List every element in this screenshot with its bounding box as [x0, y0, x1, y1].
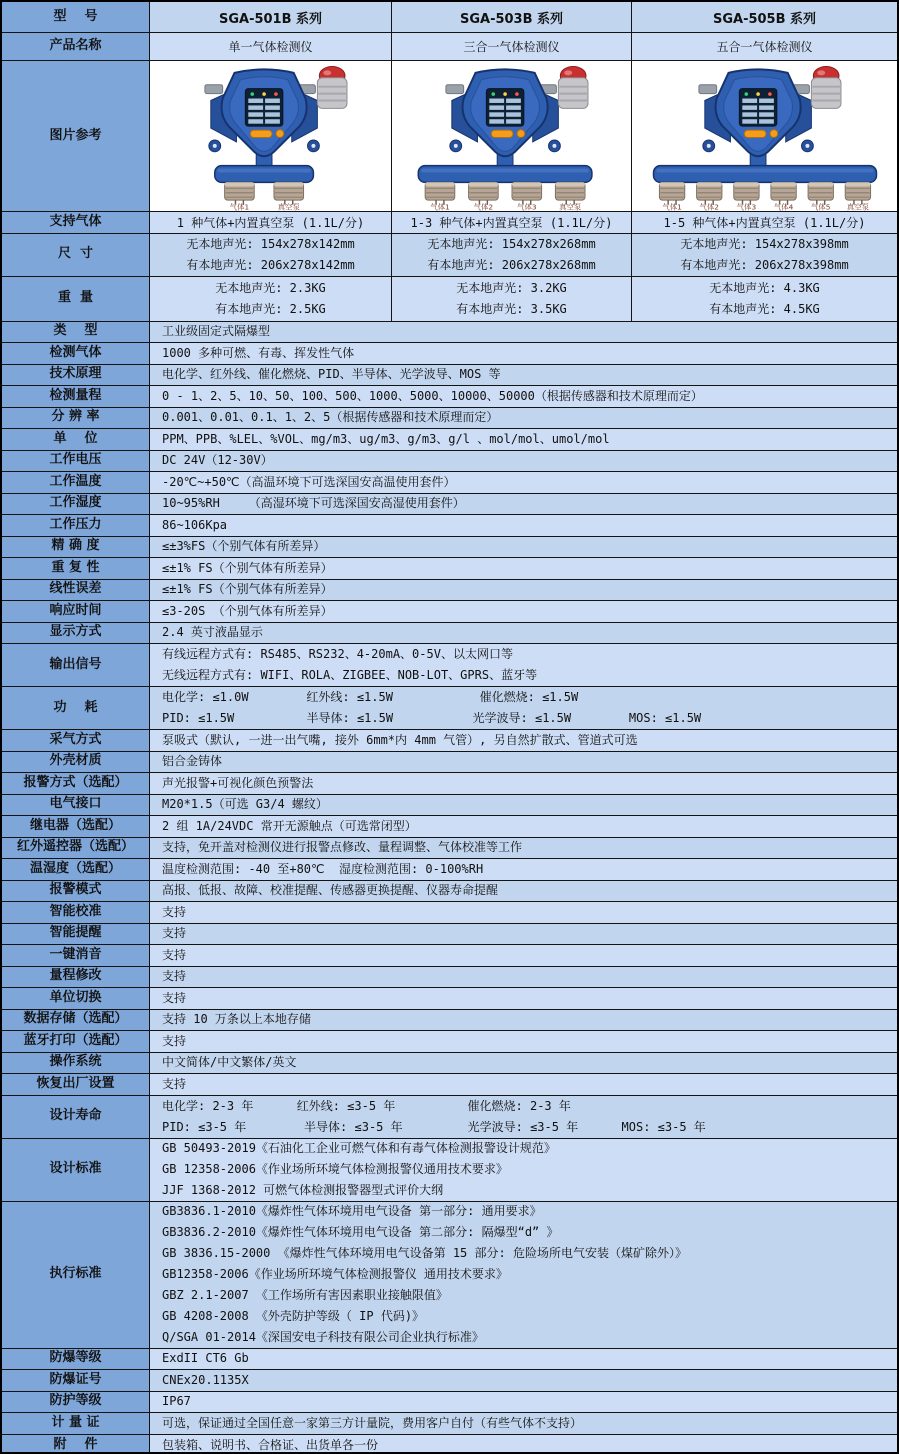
gas-detector-illustration [393, 63, 631, 211]
weight-label: 重 量 [2, 277, 150, 321]
spec-value-line: -20℃~+50℃（高温环境下可选深国安高温使用套件） [162, 474, 456, 489]
cable-gland [445, 85, 463, 94]
spec-row-label: 分 辨 率 [2, 408, 150, 429]
spec-row [2, 752, 897, 774]
supported-gas-cell [150, 212, 392, 233]
spec-value-line: ≤3-20S （个别气体有所差异） [162, 603, 333, 618]
spec-value-line: GBZ 2.1-2007 《工作场所有害因素职业接触限值》 [162, 1288, 448, 1302]
spec-row-label: 防爆证号 [2, 1370, 150, 1391]
alarm-beacon [317, 66, 347, 108]
spec-row-label: 智能提醒 [2, 924, 150, 945]
lcd-screen [739, 89, 776, 126]
spec-row-value [150, 1435, 897, 1454]
spec-value-line: PPM、PPB、%LEL、%VOL、mg/m3、ug/m3、g/m3、g/l 、mol/mol、umol/mol [162, 431, 610, 446]
spec-row-value [150, 795, 897, 816]
spec-row [2, 730, 897, 752]
image-reference-label: 图片参考 [2, 61, 150, 211]
spec-row-label: 采气方式 [2, 730, 150, 751]
spec-row [2, 451, 897, 473]
spec-row [2, 580, 897, 602]
spec-row [2, 494, 897, 516]
button-strip [491, 130, 513, 137]
sensor-label: 气体5 [810, 202, 830, 211]
spec-row-value [150, 945, 897, 966]
spec-value-line: Q/SGA 01-2014《深国安电子科技有限公司企业执行标准》 [162, 1330, 484, 1344]
spec-value-line: 无线远程方式有: WIFI、ROLA、ZIGBEE、NOB-LOT、GPRS、蓝牙等 [162, 668, 538, 682]
spec-row-value [150, 924, 897, 945]
spec-value-line: 工业级固定式隔爆型 [162, 324, 271, 339]
weight-line: 无本地声光: 4.3KG [709, 280, 820, 295]
round-button [769, 130, 777, 138]
spec-row-label: 检测量程 [2, 386, 150, 407]
spec-row-value [150, 687, 897, 729]
supported-gas-value: 1-5 种气体+内置真空泵 (1.1L/分) [663, 215, 866, 230]
spec-row [2, 1392, 897, 1414]
lcd-screen [245, 89, 282, 126]
spec-row-label: 量程修改 [2, 967, 150, 988]
product-name-value: 三合一气体检测仪 [463, 40, 560, 54]
lcd-screen [486, 89, 523, 126]
spec-row [2, 472, 897, 494]
spec-row-label: 红外遥控器（选配） [2, 838, 150, 859]
spec-row-value [150, 838, 897, 859]
spec-row [2, 967, 897, 989]
spec-value-line: 电化学: ≤1.0W 红外线: ≤1.5W 催化燃烧: ≤1.5W [162, 690, 579, 704]
model-name-501b: SGA-501B 系列 [218, 11, 323, 27]
spec-row-value [150, 1392, 897, 1413]
spec-row [2, 988, 897, 1010]
spec-row [2, 902, 897, 924]
spec-row-value [150, 408, 897, 429]
supported-gas-value: 1 种气体+内置真空泵 (1.1L/分) [176, 215, 365, 230]
spec-row-value [150, 558, 897, 579]
spec-row-label: 单位切换 [2, 988, 150, 1009]
dimensions-line: 有本地声光: 206x278x398mm [680, 257, 849, 272]
spec-row-label: 电气接口 [2, 795, 150, 816]
spec-row-value [150, 494, 897, 515]
product-name-row [2, 33, 897, 61]
model-cell-501b [150, 2, 392, 32]
spec-value-line: 高报、低报、故障、校准提醒、传感器更换提醒、仪器寿命提醒 [162, 883, 499, 898]
button-strip [744, 130, 766, 137]
spec-row-value [150, 967, 897, 988]
spec-value-line: 铝合金铸体 [162, 754, 223, 769]
spec-row [2, 515, 897, 537]
dimensions-cell [632, 234, 897, 276]
spec-row [2, 687, 897, 730]
spec-row-value [150, 515, 897, 536]
round-button [516, 130, 524, 138]
spec-row-label: 数据存储（选配） [2, 1010, 150, 1031]
spec-row-value [150, 881, 897, 902]
spec-value-line: 温度检测范围: -40 至+80℃ 湿度检测范围: 0-100%RH [162, 861, 484, 876]
spec-row-value [150, 1370, 897, 1391]
round-button [275, 130, 283, 138]
spec-row-label: 防爆等级 [2, 1349, 150, 1370]
spec-value-line: ≤±1% FS（个别气体有所差异） [162, 582, 333, 597]
spec-row-label: 智能校准 [2, 902, 150, 923]
spec-row-label: 报警方式（选配） [2, 773, 150, 794]
spec-row-value [150, 1010, 897, 1031]
model-name-503b: SGA-503B 系列 [459, 11, 564, 27]
spec-row [2, 816, 897, 838]
gas-detector-illustration [152, 63, 390, 211]
spec-row-value [150, 386, 897, 407]
spec-value-line: GB 3836.15-2000 《爆炸性气体环境用电气设备第 15 部分: 危险场所电气安装（煤矿除外）》 [162, 1246, 687, 1260]
spec-row [2, 644, 897, 687]
device-image-cell-501b [150, 61, 392, 211]
image-reference-row [2, 61, 897, 212]
spec-row [2, 558, 897, 580]
spec-row-label: 防护等级 [2, 1392, 150, 1413]
cable-gland [204, 85, 222, 94]
manifold-bar [418, 166, 592, 183]
spec-value-line: 支持 [162, 1033, 187, 1048]
spec-value-line: GB12358-2006《作业场所环境气体检测报警仪 通用技术要求》 [162, 1267, 508, 1281]
spec-row-label: 继电器（选配） [2, 816, 150, 837]
product-name-cell [392, 33, 632, 60]
supported-gas-cell [392, 212, 632, 233]
spec-value-line: M20*1.5（可选 G3/4 螺纹） [162, 797, 328, 812]
spec-row-value [150, 1413, 897, 1434]
spec-row [2, 1435, 897, 1454]
spec-row-label: 输出信号 [2, 644, 150, 686]
spec-value-line: ≤±1% FS（个别气体有所差异） [162, 560, 333, 575]
spec-value-line: 2 组 1A/24VDC 常开无源触点（可选常闭型） [162, 818, 417, 833]
gas-detector-illustration [646, 63, 884, 211]
spec-value-line: 支持 [162, 969, 187, 984]
spec-value-line: PID: ≤3-5 年 半导体: ≤3-5 年 光学波导: ≤3-5 年 MOS: ≤3-5 年 [162, 1119, 706, 1134]
spec-value-line: 支持，免开盖对检测仪进行报警点修改、量程调整、气体校准等工作 [162, 840, 523, 855]
sensor-label: 气体1 [229, 202, 249, 211]
spec-row [2, 365, 897, 387]
sensor-label: 真空泵 [846, 202, 869, 211]
spec-row-value [150, 1053, 897, 1074]
spec-row [2, 1010, 897, 1032]
spec-row-label: 设计寿命 [2, 1096, 150, 1138]
model-row-label: 型 号 [2, 2, 150, 32]
spec-value-line: CNEx20.1135X [162, 1372, 249, 1387]
device-image-cell-505b [632, 61, 897, 211]
dimensions-line: 无本地声光: 154x278x398mm [680, 236, 849, 251]
spec-value-line: GB 50493-2019《石油化工企业可燃气体和有毒气体检测报警设计规范》 [162, 1141, 556, 1155]
model-cell-505b [632, 2, 897, 32]
supported-gas-row [2, 212, 897, 234]
spec-row-label: 类 型 [2, 322, 150, 343]
spec-row-value [150, 1031, 897, 1052]
spec-row-value [150, 451, 897, 472]
spec-value-line: 支持 [162, 990, 187, 1005]
button-strip [250, 130, 272, 137]
spec-row [2, 429, 897, 451]
spec-row-label: 计 量 证 [2, 1413, 150, 1434]
spec-row-value [150, 1202, 897, 1348]
dimensions-line: 有本地声光: 206x278x142mm [186, 257, 355, 272]
alarm-beacon [558, 66, 588, 108]
supported-gas-cell [632, 212, 897, 233]
spec-row [2, 838, 897, 860]
spec-row-value [150, 472, 897, 493]
spec-value-line: 泵吸式（默认, 一进一出气嘴, 接外 6mm*内 4mm 气管）, 另自然扩散式、管道式可选 [162, 732, 638, 747]
spec-value-line: 可选，保证通过全国任意一家第三方计量院，费用客户自付（有些气体不支持） [162, 1415, 583, 1430]
dimensions-line: 无本地声光: 154x278x268mm [427, 236, 596, 251]
spec-row-label: 重 复 性 [2, 558, 150, 579]
spec-row-label: 单 位 [2, 429, 150, 450]
product-name-label: 产品名称 [2, 33, 150, 60]
alarm-beacon [811, 66, 841, 108]
spec-value-line: GB3836.2-2010《爆炸性气体环境用电气设备 第二部分: 隔爆型“d” 》 [162, 1225, 559, 1239]
spec-row-value [150, 816, 897, 837]
spec-row [2, 1053, 897, 1075]
spec-value-line: GB 4208-2008 《外壳防护等级（ IP 代码)》 [162, 1309, 425, 1323]
spec-row-label: 报警模式 [2, 881, 150, 902]
spec-row-value [150, 1096, 897, 1138]
spec-row [2, 795, 897, 817]
model-name-505b: SGA-505B 系列 [712, 11, 817, 27]
weight-cell [632, 277, 897, 321]
spec-value-line: 10~95%RH （高湿环境下可选深国安高湿使用套件） [162, 496, 465, 511]
spec-row [2, 1139, 897, 1202]
dimensions-label: 尺 寸 [2, 234, 150, 276]
spec-row-value [150, 859, 897, 880]
spec-row-label: 设计标准 [2, 1139, 150, 1201]
weight-cell [150, 277, 392, 321]
spec-row-value [150, 623, 897, 644]
spec-value-line: 支持 [162, 947, 187, 962]
spec-row-label: 显示方式 [2, 623, 150, 644]
supported-gas-label: 支持气体 [2, 212, 150, 233]
spec-value-line: 中文简体/中文繁体/英文 [162, 1055, 297, 1070]
spec-row-value [150, 773, 897, 794]
spec-value-line: ≤±3%FS（个别气体有所差异） [162, 539, 326, 554]
spec-row-label: 工作压力 [2, 515, 150, 536]
spec-row-label: 工作湿度 [2, 494, 150, 515]
spec-row-label: 响应时间 [2, 601, 150, 622]
spec-row-value [150, 730, 897, 751]
sensor-label: 气体2 [699, 202, 719, 211]
spec-row [2, 386, 897, 408]
spec-row [2, 945, 897, 967]
spec-row-value [150, 644, 897, 686]
weight-line: 无本地声光: 3.2KG [456, 280, 567, 295]
spec-row [2, 322, 897, 344]
spec-row [2, 343, 897, 365]
dimensions-cell [392, 234, 632, 276]
model-cell-503b [392, 2, 632, 32]
spec-row [2, 1202, 897, 1349]
spec-row-value [150, 343, 897, 364]
spec-row [2, 537, 897, 559]
spec-row-value [150, 601, 897, 622]
spec-row [2, 623, 897, 645]
spec-row-label: 一键消音 [2, 945, 150, 966]
spec-value-line: 支持 [162, 904, 187, 919]
spec-value-line: IP67 [162, 1394, 191, 1409]
sensor-label: 气体2 [473, 202, 493, 211]
spec-row-label: 工作电压 [2, 451, 150, 472]
spec-row [2, 924, 897, 946]
manifold-bar [653, 166, 876, 183]
spec-value-line: JJF 1368-2012 可燃气体检测报警器型式评价大纲 [162, 1183, 444, 1197]
spec-value-line: 1000 多种可燃、有毒、挥发性气体 [162, 345, 355, 360]
spec-value-line: DC 24V（12-30V） [162, 453, 273, 468]
spec-row-value [150, 1139, 897, 1201]
spec-row-value [150, 580, 897, 601]
spec-row-label: 检测气体 [2, 343, 150, 364]
spec-row-value [150, 537, 897, 558]
spec-row-label: 附 件 [2, 1435, 150, 1454]
spec-row [2, 1413, 897, 1435]
spec-value-line: 电化学: 2-3 年 红外线: ≤3-5 年 催化燃烧: 2-3 年 [162, 1098, 571, 1113]
spec-row-label: 功 耗 [2, 687, 150, 729]
spec-value-line: GB3836.1-2010《爆炸性气体环境用电气设备 第一部分: 通用要求》 [162, 1204, 542, 1218]
weight-line: 有本地声光: 3.5KG [456, 301, 567, 316]
spec-value-line: 86~106Kpa [162, 517, 228, 532]
spec-row-value [150, 1349, 897, 1370]
spec-row-value [150, 902, 897, 923]
weight-line: 有本地声光: 4.5KG [709, 301, 820, 316]
spec-row-value [150, 429, 897, 450]
sensor-label: 气体4 [773, 202, 793, 211]
spec-value-line: 包装箱、说明书、合格证、出货单各一份 [162, 1437, 379, 1452]
spec-row-label: 工作温度 [2, 472, 150, 493]
supported-gas-value: 1-3 种气体+内置真空泵 (1.1L/分) [410, 215, 613, 230]
sensor-label: 气体3 [516, 202, 537, 211]
spec-row [2, 601, 897, 623]
spec-row-value [150, 1074, 897, 1095]
cable-gland [698, 85, 716, 94]
spec-value-line: 0 - 1、2、5、10、50、100、500、1000、5000、10000、50000（根据传感器和技术原理而定） [162, 388, 703, 403]
dimensions-line: 无本地声光: 154x278x142mm [186, 236, 355, 251]
spec-row [2, 859, 897, 881]
dimensions-cell [150, 234, 392, 276]
spec-row [2, 773, 897, 795]
spec-row-value [150, 988, 897, 1009]
spec-value-line: 支持 [162, 1076, 187, 1091]
product-name-value: 单一气体检测仪 [228, 40, 313, 54]
spec-row-label: 恢复出厂设置 [2, 1074, 150, 1095]
product-name-cell [632, 33, 897, 60]
weight-cell [392, 277, 632, 321]
spec-value-line: 支持 [162, 926, 187, 941]
sensor-label: 真空泵 [558, 202, 581, 211]
spec-value-line: 声光报警+可视化颜色预警法 [162, 775, 314, 790]
spec-row [2, 1074, 897, 1096]
spec-row-label: 温湿度（选配） [2, 859, 150, 880]
spec-value-line: 电化学、红外线、催化燃烧、PID、半导体、光学波导、MOS 等 [162, 367, 501, 382]
weight-line: 无本地声光: 2.3KG [215, 280, 326, 295]
spec-value-line: 0.001、0.01、0.1、1、2、5（根据传感器和技术原理而定） [162, 410, 499, 425]
spec-row [2, 1096, 897, 1139]
weight-line: 有本地声光: 2.5KG [215, 301, 326, 316]
spec-row-label: 精 确 度 [2, 537, 150, 558]
spec-row [2, 881, 897, 903]
spec-row [2, 1370, 897, 1392]
spec-row [2, 1031, 897, 1053]
sensor-label: 气体1 [661, 202, 682, 211]
spec-value-line: ExdII CT6 Gb [162, 1351, 249, 1366]
spec-row [2, 1349, 897, 1371]
sensor-label: 真空泵 [277, 202, 300, 211]
spec-row [2, 408, 897, 430]
spec-row-value [150, 365, 897, 386]
spec-value-line: PID: ≤1.5W 半导体: ≤1.5W 光学波导: ≤1.5W MOS: ≤1.5W [162, 711, 702, 725]
spec-value-line: 2.4 英寸液晶显示 [162, 625, 263, 640]
spec-row-label: 线性误差 [2, 580, 150, 601]
spec-row-label: 蓝牙打印（选配） [2, 1031, 150, 1052]
spec-row-label: 外壳材质 [2, 752, 150, 773]
manifold-bar [214, 166, 313, 183]
spec-value-line: 支持 10 万条以上本地存储 [162, 1012, 311, 1027]
sensor-label: 气体3 [736, 202, 756, 211]
dimensions-line: 有本地声光: 206x278x268mm [427, 257, 596, 272]
spec-row-value [150, 752, 897, 773]
weight-row [2, 277, 897, 322]
spec-row-value [150, 322, 897, 343]
spec-row-label: 技术原理 [2, 365, 150, 386]
dimensions-row [2, 234, 897, 277]
spec-value-line: 有线远程方式有: RS485、RS232、4-20mA、0-5V、以太网口等 [162, 647, 513, 661]
model-header-row [2, 2, 897, 33]
product-name-cell [150, 33, 392, 60]
device-image-cell-503b [392, 61, 632, 211]
spec-row-label: 执行标准 [2, 1202, 150, 1348]
product-name-value: 五合一气体检测仪 [716, 40, 813, 54]
sensor-label: 气体1 [429, 202, 450, 211]
spec-value-line: GB 12358-2006《作业场所环境气体检测报警仪通用技术要求》 [162, 1162, 508, 1176]
spec-row-label: 操作系统 [2, 1053, 150, 1074]
